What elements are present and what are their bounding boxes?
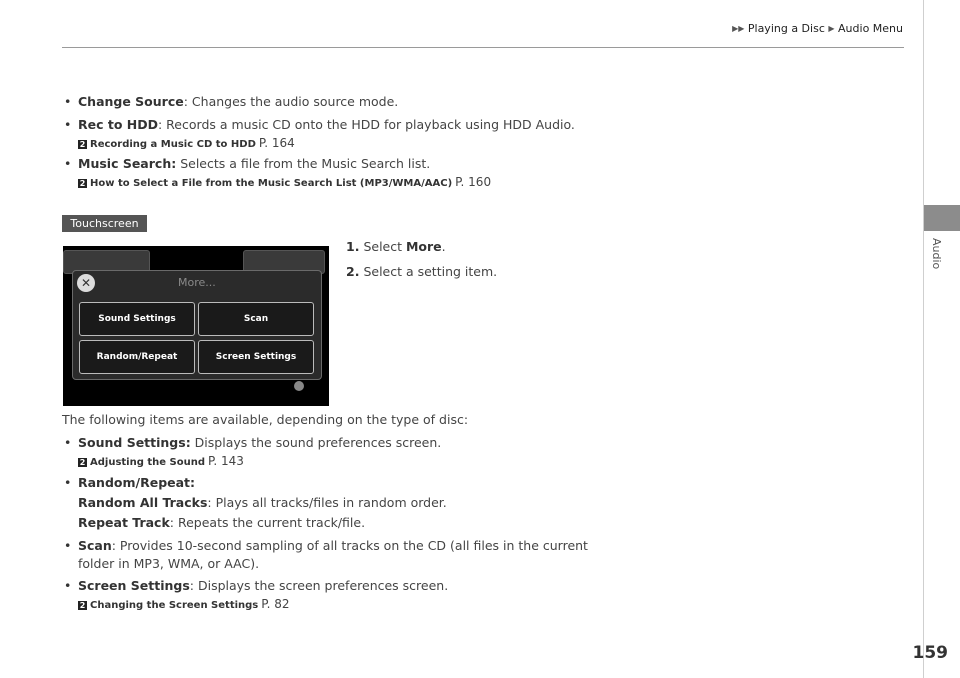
reference-title: Changing the Screen Settings xyxy=(90,600,259,611)
reference-page: P. 164 xyxy=(258,136,295,150)
screen-settings-button: Screen Settings xyxy=(198,340,314,374)
bullet-icon: • xyxy=(64,117,72,132)
item-text: Displays the sound preferences screen. xyxy=(190,435,442,450)
reference-page: P. 143 xyxy=(208,454,244,468)
bullet-icon: • xyxy=(64,475,72,490)
screen-illustration xyxy=(63,246,329,406)
bullet-icon: • xyxy=(64,435,72,450)
reference-arrow-icon: 2 xyxy=(79,458,86,467)
step-number: 1. xyxy=(346,239,360,254)
reference-arrow-icon: 2 xyxy=(79,179,86,188)
chapter-label: Audio xyxy=(930,238,943,270)
cross-reference[interactable] xyxy=(78,136,295,152)
reference-title: How to Select a File from the Music Search List (MP3/WMA/AAC) xyxy=(90,178,453,189)
step-bold: More xyxy=(405,239,442,254)
item-scan-cont: folder in MP3, WMA, or AAC). xyxy=(78,556,260,571)
item-text: : Repeats the current track/file. xyxy=(169,515,366,530)
item-title: Repeat Track xyxy=(78,515,170,530)
item-title: Screen Settings xyxy=(78,578,190,593)
intro-text: The following items are available, depending on the type of disc: xyxy=(62,412,469,427)
item-change-source xyxy=(78,94,398,110)
item-random-repeat xyxy=(78,475,195,491)
sound-settings-button: Sound Settings xyxy=(79,302,195,336)
random-repeat-button: Random/Repeat xyxy=(79,340,195,374)
item-title: Rec to HDD xyxy=(78,117,158,132)
reference-page: P. 160 xyxy=(455,175,492,189)
cross-reference[interactable] xyxy=(78,454,244,470)
step-text: Select a setting item. xyxy=(363,264,498,279)
item-music-search xyxy=(78,156,430,172)
item-text: : Displays the screen preferences screen. xyxy=(189,578,449,593)
step-number: 2. xyxy=(346,264,360,279)
reference-arrow-icon: 2 xyxy=(79,140,86,149)
item-repeat-track xyxy=(78,515,365,531)
reference-arrow-icon: 2 xyxy=(79,601,86,610)
scan-button: Scan xyxy=(198,302,314,336)
triangle-icon: ▶▶ xyxy=(732,24,745,33)
step-1 xyxy=(346,239,446,255)
reference-title: Recording a Music CD to HDD xyxy=(90,139,256,150)
bullet-icon: • xyxy=(64,156,72,171)
bullet-icon: • xyxy=(64,94,72,109)
item-title: Scan xyxy=(78,538,112,553)
more-menu-title: More... xyxy=(178,276,216,289)
step-2 xyxy=(346,264,497,280)
close-icon: ✕ xyxy=(77,274,95,292)
item-title: Music Search: xyxy=(78,156,177,171)
item-title: Change Source xyxy=(78,94,184,109)
step-text: Select xyxy=(363,239,406,254)
header-divider xyxy=(62,47,904,48)
cross-reference[interactable] xyxy=(78,597,290,613)
item-text: : Provides 10-second sampling of all tracks on the CD (all files in the current xyxy=(111,538,588,553)
item-screen-settings xyxy=(78,578,448,594)
item-random-all-tracks xyxy=(78,495,447,511)
item-title: Random/Repeat: xyxy=(78,475,196,490)
item-text: Selects a file from the Music Search list. xyxy=(176,156,431,171)
triangle-icon: ▶ xyxy=(828,24,835,33)
cross-reference[interactable] xyxy=(78,175,491,191)
bullet-icon: • xyxy=(64,538,72,553)
item-sound-settings xyxy=(78,435,441,451)
bullet-icon: • xyxy=(64,578,72,593)
breadcrumb-page: Audio Menu xyxy=(838,22,903,35)
item-text: : Changes the audio source mode. xyxy=(183,94,399,109)
breadcrumb-section: Playing a Disc xyxy=(747,22,825,35)
item-rec-to-hdd xyxy=(78,117,575,133)
chapter-tab xyxy=(924,205,960,231)
item-text: : Records a music CD onto the HDD for playback using HDD Audio. xyxy=(158,117,575,132)
touchscreen-badge: Touchscreen xyxy=(62,215,147,232)
item-text: : Plays all tracks/files in random order. xyxy=(207,495,447,510)
item-title: Random All Tracks xyxy=(78,495,208,510)
reference-title: Adjusting the Sound xyxy=(90,457,205,468)
breadcrumb xyxy=(732,22,903,35)
page-number: 159 xyxy=(912,643,948,663)
item-title: Sound Settings: xyxy=(78,435,191,450)
reference-page: P. 82 xyxy=(261,597,290,611)
step-text-end: . xyxy=(441,239,446,254)
scroll-dot-icon xyxy=(294,381,304,391)
item-scan xyxy=(78,538,588,554)
side-divider xyxy=(923,0,924,678)
